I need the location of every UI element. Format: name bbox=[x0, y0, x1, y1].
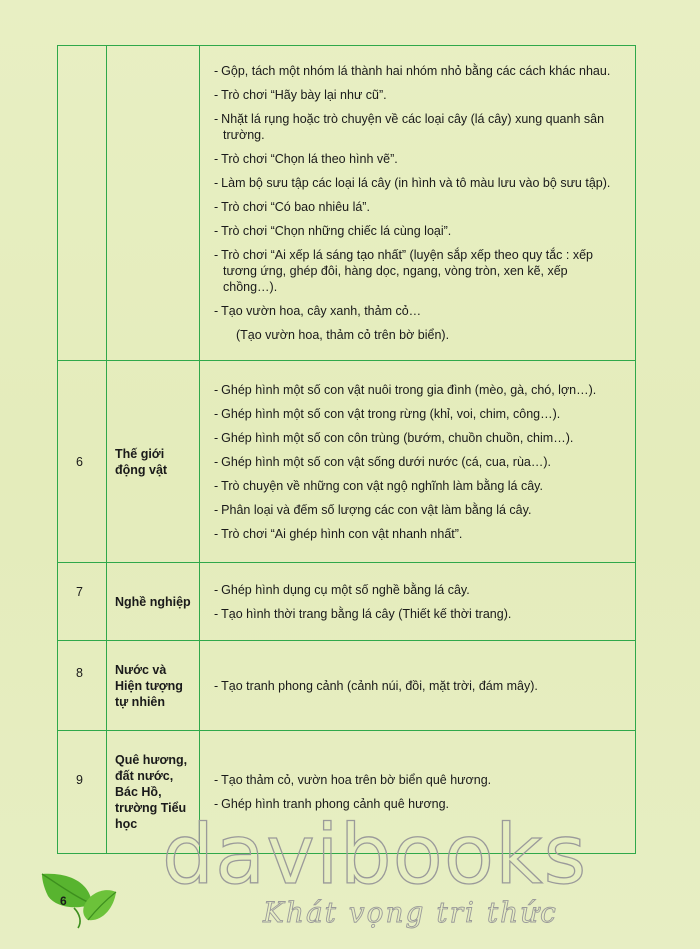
activity-item: - Tạo vườn hoa, cây xanh, thảm cỏ… bbox=[214, 304, 422, 318]
activity-item: - Trò chơi “Chọn những chiếc lá cùng loại”. bbox=[214, 224, 452, 238]
brand-watermark: davibooks bbox=[162, 808, 588, 903]
activity-item: - Ghép hình tranh phong cảnh quê hương. bbox=[214, 797, 450, 811]
table-row bbox=[58, 361, 636, 563]
green-leaf-icon bbox=[38, 868, 118, 930]
activity-item: - Trò chơi “Hãy bày lại như cũ”. bbox=[214, 88, 387, 102]
activity-item: - Làm bộ sưu tập các loại lá cây (in hình và tô màu lưu vào bộ sưu tập). bbox=[214, 176, 611, 190]
activity-item: - Phân loại và đếm số lượng các con vật làm bằng lá cây. bbox=[214, 502, 532, 517]
row-activities-cell bbox=[200, 361, 636, 563]
activity-item: - Gộp, tách một nhóm lá thành hai nhóm nhỏ bằng các cách khác nhau. bbox=[214, 64, 611, 78]
table-row bbox=[58, 46, 636, 361]
table-row bbox=[58, 641, 636, 731]
activity-item: - Trò chuyện về những con vật ngộ nghĩnh làm bằng lá cây. bbox=[214, 478, 543, 493]
table-row bbox=[58, 563, 636, 641]
activity-item: - Trò chơi “Có bao nhiêu lá”. bbox=[214, 200, 370, 214]
activity-item: - Ghép hình một số con côn trùng (bướm, chuồn chuồn, chim…). bbox=[214, 430, 574, 445]
row-topic-cell: Nước và Hiện tượng tự nhiên bbox=[107, 641, 200, 731]
brand-slogan: Khát vọng tri thức bbox=[263, 896, 558, 929]
activity-item: - Trò chơi “Ai ghép hình con vật nhanh nhất”. bbox=[214, 526, 463, 541]
row-topic-cell bbox=[107, 46, 200, 361]
activity-item: - Ghép hình một số con vật nuôi trong gia đình (mèo, gà, chó, lợn…). bbox=[214, 382, 597, 397]
activity-item: - Tạo hình thời trang bằng lá cây (Thiết kế thời trang). bbox=[214, 606, 512, 621]
activity-note: (Tạo vườn hoa, thảm cỏ trên bờ biển). bbox=[236, 328, 450, 342]
activity-list bbox=[214, 582, 625, 622]
activity-list bbox=[214, 678, 625, 694]
row-number-cell: 9 bbox=[58, 731, 107, 854]
activity-list bbox=[214, 63, 625, 343]
activity-list bbox=[214, 772, 625, 812]
row-activities-cell bbox=[200, 641, 636, 731]
row-topic-cell: Nghề nghiệp bbox=[107, 563, 200, 641]
row-number-cell bbox=[58, 46, 107, 361]
activity-item: - Nhặt lá rụng hoặc trò chuyện về các loại cây (lá cây) xung quanh sân trường. bbox=[214, 112, 605, 142]
activity-item: - Ghép hình một số con vật trong rừng (khỉ, voi, chim, công…). bbox=[214, 406, 561, 421]
activity-item: - Ghép hình một số con vật sống dưới nước (cá, cua, rùa…). bbox=[214, 454, 551, 469]
activity-item: - Tạo tranh phong cảnh (cảnh núi, đồi, mặt trời, đám mây). bbox=[214, 678, 538, 693]
row-number-cell: 6 bbox=[58, 361, 107, 563]
row-topic-cell: Thế giới động vật bbox=[107, 361, 200, 563]
activity-item: - Tạo thảm cỏ, vườn hoa trên bờ biển quê hương. bbox=[214, 773, 492, 787]
activity-list bbox=[214, 382, 625, 542]
row-number-cell: 7 bbox=[58, 563, 107, 641]
row-topic-cell: Quê hương, đất nước, Bác Hồ, trường Tiểu học bbox=[107, 731, 200, 854]
curriculum-table bbox=[57, 45, 636, 854]
activity-item: - Trò chơi “Chọn lá theo hình vẽ”. bbox=[214, 152, 398, 166]
row-activities-cell bbox=[200, 563, 636, 641]
row-activities-cell bbox=[200, 46, 636, 361]
page-number: 6 bbox=[60, 894, 67, 908]
activity-item: - Ghép hình dụng cụ một số nghề bằng lá cây. bbox=[214, 582, 470, 597]
row-number-cell: 8 bbox=[58, 641, 107, 731]
activity-item: - Trò chơi “Ai xếp lá sáng tạo nhất” (luyện sắp xếp theo quy tắc : xếp tương ứng, ghép đôi, hàng dọc, ngang, vòng tròn, xen kẽ, xếp chồng…). bbox=[214, 248, 593, 294]
